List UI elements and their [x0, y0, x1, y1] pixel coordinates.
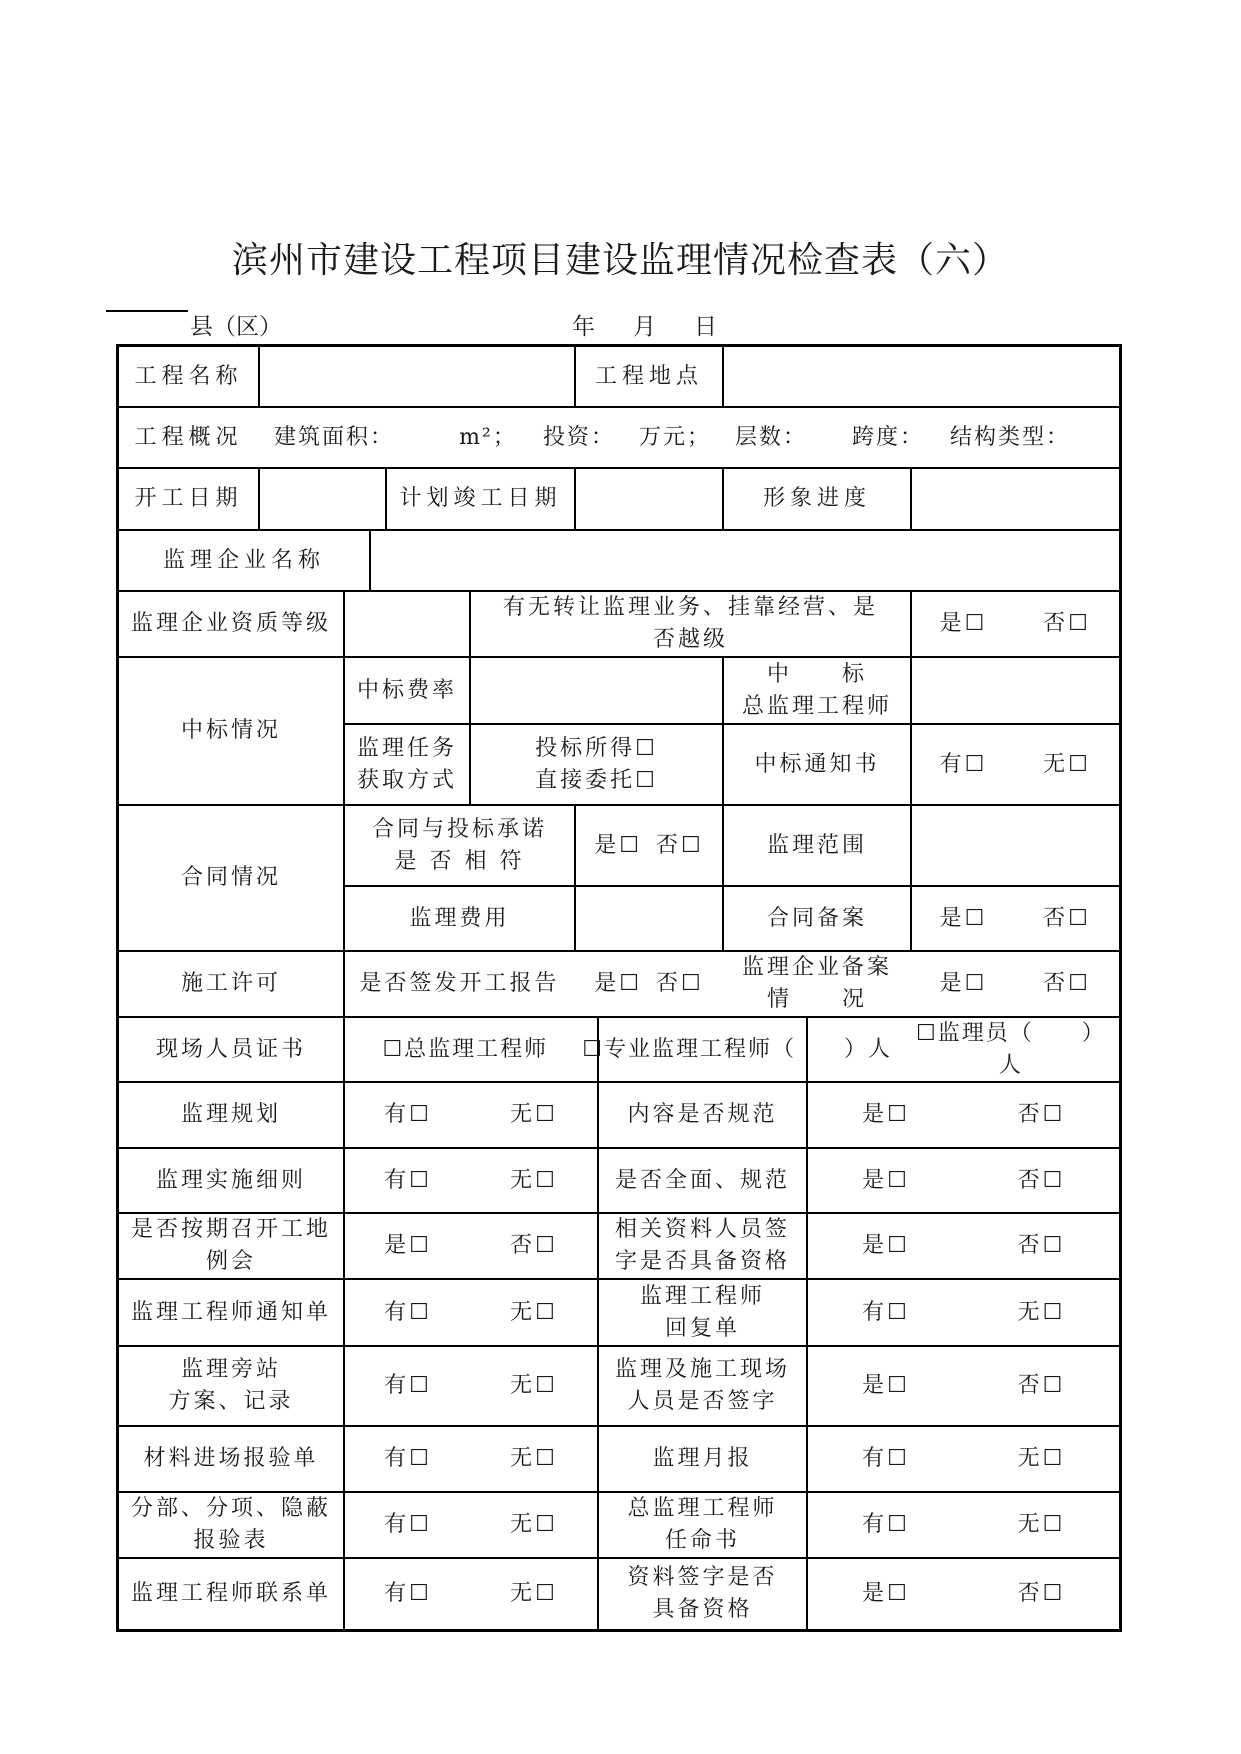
construction-permit-label: 施工许可 [180, 971, 281, 996]
inspection-form [116, 344, 1122, 1632]
checklist-item-label: 监理旁站 方案、记录 [168, 1357, 294, 1414]
span-label: 跨度： [851, 424, 924, 450]
method-direct-checkbox[interactable]: 直接委托☐ [535, 767, 658, 793]
checklist-option-first[interactable]: 有☐ [384, 1167, 432, 1193]
bid-info-label: 中标情况 [180, 718, 281, 743]
checklist-item-question: 内容是否规范 [627, 1102, 778, 1127]
supervision-fee-label: 监理费用 [409, 905, 510, 931]
overview-fields[interactable] [260, 408, 1119, 467]
checklist-item-question: 监理工程师 回复单 [639, 1283, 765, 1341]
checklist-option-second[interactable]: 无☐ [510, 1446, 558, 1471]
floors-label: 层数： [734, 424, 807, 450]
contract-filing-yes[interactable]: 是☐ [939, 905, 988, 931]
project-location-field[interactable] [724, 347, 1119, 406]
checklist-option-first[interactable]: 是☐ [384, 1233, 432, 1258]
checklist-option-second[interactable]: 无☐ [510, 1102, 558, 1127]
checklist-option-second[interactable]: 无☐ [510, 1373, 558, 1398]
bid-chief-label: 中 标 总监理工程师 [741, 661, 892, 719]
contract-match-options[interactable]: 是☐ 否☐ [594, 832, 704, 858]
checklist-item-label: 监理工程师联系单 [130, 1581, 331, 1606]
bid-rate-field[interactable] [471, 658, 722, 723]
supervisor-company-label: 监理企业名称 [162, 547, 325, 573]
checklist-item-label: 监理实施细则 [155, 1167, 306, 1193]
checklist-option-second[interactable]: 无☐ [510, 1299, 558, 1325]
checklist-item-label: 是否按期召开工地 例会 [130, 1217, 331, 1274]
checklist-item-question: 资料签字是否 具备资格 [627, 1565, 778, 1622]
method-bid-checkbox[interactable]: 投标所得☐ [535, 735, 658, 761]
investment-unit: 万元； [638, 424, 711, 450]
supervision-scope-field[interactable] [912, 806, 1119, 885]
cert-professional-checkbox[interactable]: ☐专业监理工程师（ ）人 [582, 1036, 893, 1062]
checklist-option-second[interactable]: 否☐ [510, 1233, 558, 1258]
county-label: 县（区） [190, 314, 282, 340]
investment-label: 投资： [542, 424, 615, 450]
bid-notice-none[interactable]: 无☐ [1043, 751, 1091, 777]
checklist-item-question: 监理及施工现场 人员是否签字 [614, 1357, 790, 1414]
checklist-answer-first[interactable]: 是☐ [862, 1581, 910, 1606]
county-blank-line [106, 310, 188, 312]
task-method-label: 监理任务 获取方式 [356, 735, 457, 793]
area-unit: m²； [459, 424, 517, 450]
progress-label: 形象进度 [762, 486, 871, 511]
checklist-answer-second[interactable]: 无☐ [1017, 1446, 1066, 1471]
company-filing-no[interactable]: 否☐ [1043, 971, 1091, 996]
transfer-no[interactable]: 否☐ [1043, 611, 1091, 636]
start-report-options[interactable]: 是☐ 否☐ [594, 971, 704, 996]
bid-notice-label: 中标通知书 [754, 751, 880, 777]
month-label: 月 [633, 314, 656, 340]
checklist-option-first[interactable]: 有☐ [384, 1102, 432, 1127]
cert-chief-checkbox[interactable]: ☐总监理工程师 [382, 1036, 549, 1062]
checklist-answer-second[interactable]: 否☐ [1017, 1167, 1066, 1193]
overview-label: 工程概况 [134, 424, 243, 450]
checklist-item-question: 相关资料人员签 字是否具备资格 [614, 1217, 790, 1274]
project-name-field[interactable] [260, 347, 574, 406]
checklist-answer-first[interactable]: 是☐ [862, 1373, 910, 1398]
checklist-answer-first[interactable]: 有☐ [862, 1512, 910, 1537]
page-title: 滨州市建设工程项目建设监理情况检查表（六） [231, 240, 1009, 281]
checklist-answer-second[interactable]: 无☐ [1017, 1512, 1066, 1537]
date-line [572, 312, 717, 342]
checklist-option-first[interactable]: 有☐ [384, 1373, 432, 1398]
contract-info-label: 合同情况 [180, 865, 281, 890]
area-label: 建筑面积： [273, 424, 394, 450]
checklist-answer-second[interactable]: 否☐ [1017, 1373, 1066, 1398]
transfer-yes[interactable]: 是☐ [939, 611, 988, 636]
contract-filing-no[interactable]: 否☐ [1043, 905, 1091, 931]
checklist-answer-first[interactable]: 是☐ [862, 1233, 910, 1258]
cert-supervisor-checkbox[interactable]: ☐监理员（ ）人 [915, 1020, 1106, 1078]
checklist-item-label: 材料进场报验单 [143, 1446, 319, 1471]
staff-certificates-options[interactable] [345, 1018, 1119, 1081]
checklist-item-question: 总监理工程师 任命书 [627, 1496, 778, 1553]
planned-completion-label: 计划竣工日期 [399, 486, 562, 511]
checklist-answer-second[interactable]: 无☐ [1017, 1299, 1066, 1325]
checklist-answer-second[interactable]: 否☐ [1017, 1102, 1066, 1127]
supervisor-company-field[interactable] [371, 531, 1119, 590]
qualification-label: 监理企业资质等级 [130, 611, 331, 636]
qualification-field[interactable] [345, 592, 469, 656]
project-name-label: 工程名称 [134, 363, 243, 389]
staff-certificates-label: 现场人员证书 [155, 1036, 306, 1062]
checklist-answer-first[interactable]: 有☐ [862, 1446, 910, 1471]
planned-completion-field[interactable] [576, 469, 722, 529]
checklist-answer-first[interactable]: 有☐ [862, 1299, 910, 1325]
bid-notice-have[interactable]: 有☐ [939, 751, 988, 777]
checklist-answer-first[interactable]: 是☐ [862, 1102, 910, 1127]
supervision-fee-field[interactable] [576, 887, 722, 950]
project-location-label: 工程地点 [594, 363, 703, 389]
checklist-option-first[interactable]: 有☐ [384, 1512, 432, 1537]
checklist-item-question: 监理月报 [652, 1446, 753, 1471]
checklist-item-question: 是否全面、规范 [614, 1167, 790, 1193]
company-filing-yes[interactable]: 是☐ [939, 971, 988, 996]
contract-match-label: 合同与投标承诺 是 否 相 符 [371, 816, 547, 874]
checklist-answer-second[interactable]: 否☐ [1017, 1233, 1066, 1258]
transfer-question: 有无转让监理业务、挂靠经营、是否越级 [502, 595, 878, 652]
checklist-option-first[interactable]: 有☐ [384, 1581, 432, 1606]
checklist-option-second[interactable]: 无☐ [510, 1167, 558, 1193]
checklist-answer-second[interactable]: 否☐ [1017, 1581, 1066, 1606]
day-label: 日 [694, 314, 717, 340]
checklist-option-first[interactable]: 有☐ [384, 1299, 432, 1325]
task-method-options[interactable] [471, 725, 722, 804]
start-report-label: 是否签发开工报告 [359, 971, 560, 996]
checklist-item-label: 分部、分项、隐蔽 报验表 [130, 1496, 331, 1553]
year-label: 年 [572, 314, 595, 340]
start-date-field[interactable] [260, 469, 385, 529]
checklist-item-label: 监理规划 [180, 1102, 281, 1127]
structure-label: 结构类型： [950, 424, 1071, 450]
checklist-answer-first[interactable]: 是☐ [862, 1167, 910, 1193]
checklist-item-label: 监理工程师通知单 [130, 1299, 331, 1325]
contract-filing-label: 合同备案 [766, 905, 867, 931]
supervision-scope-label: 监理范围 [766, 832, 867, 858]
progress-field[interactable] [912, 469, 1119, 529]
start-date-label: 开工日期 [134, 486, 243, 511]
company-filing-label: 监理企业备案 情 况 [741, 955, 892, 1012]
bid-rate-label: 中标费率 [356, 677, 457, 703]
bid-chief-field[interactable] [912, 658, 1119, 723]
checklist-option-second[interactable]: 无☐ [510, 1581, 558, 1606]
checklist-option-second[interactable]: 无☐ [510, 1512, 558, 1537]
checklist-option-first[interactable]: 有☐ [384, 1446, 432, 1471]
